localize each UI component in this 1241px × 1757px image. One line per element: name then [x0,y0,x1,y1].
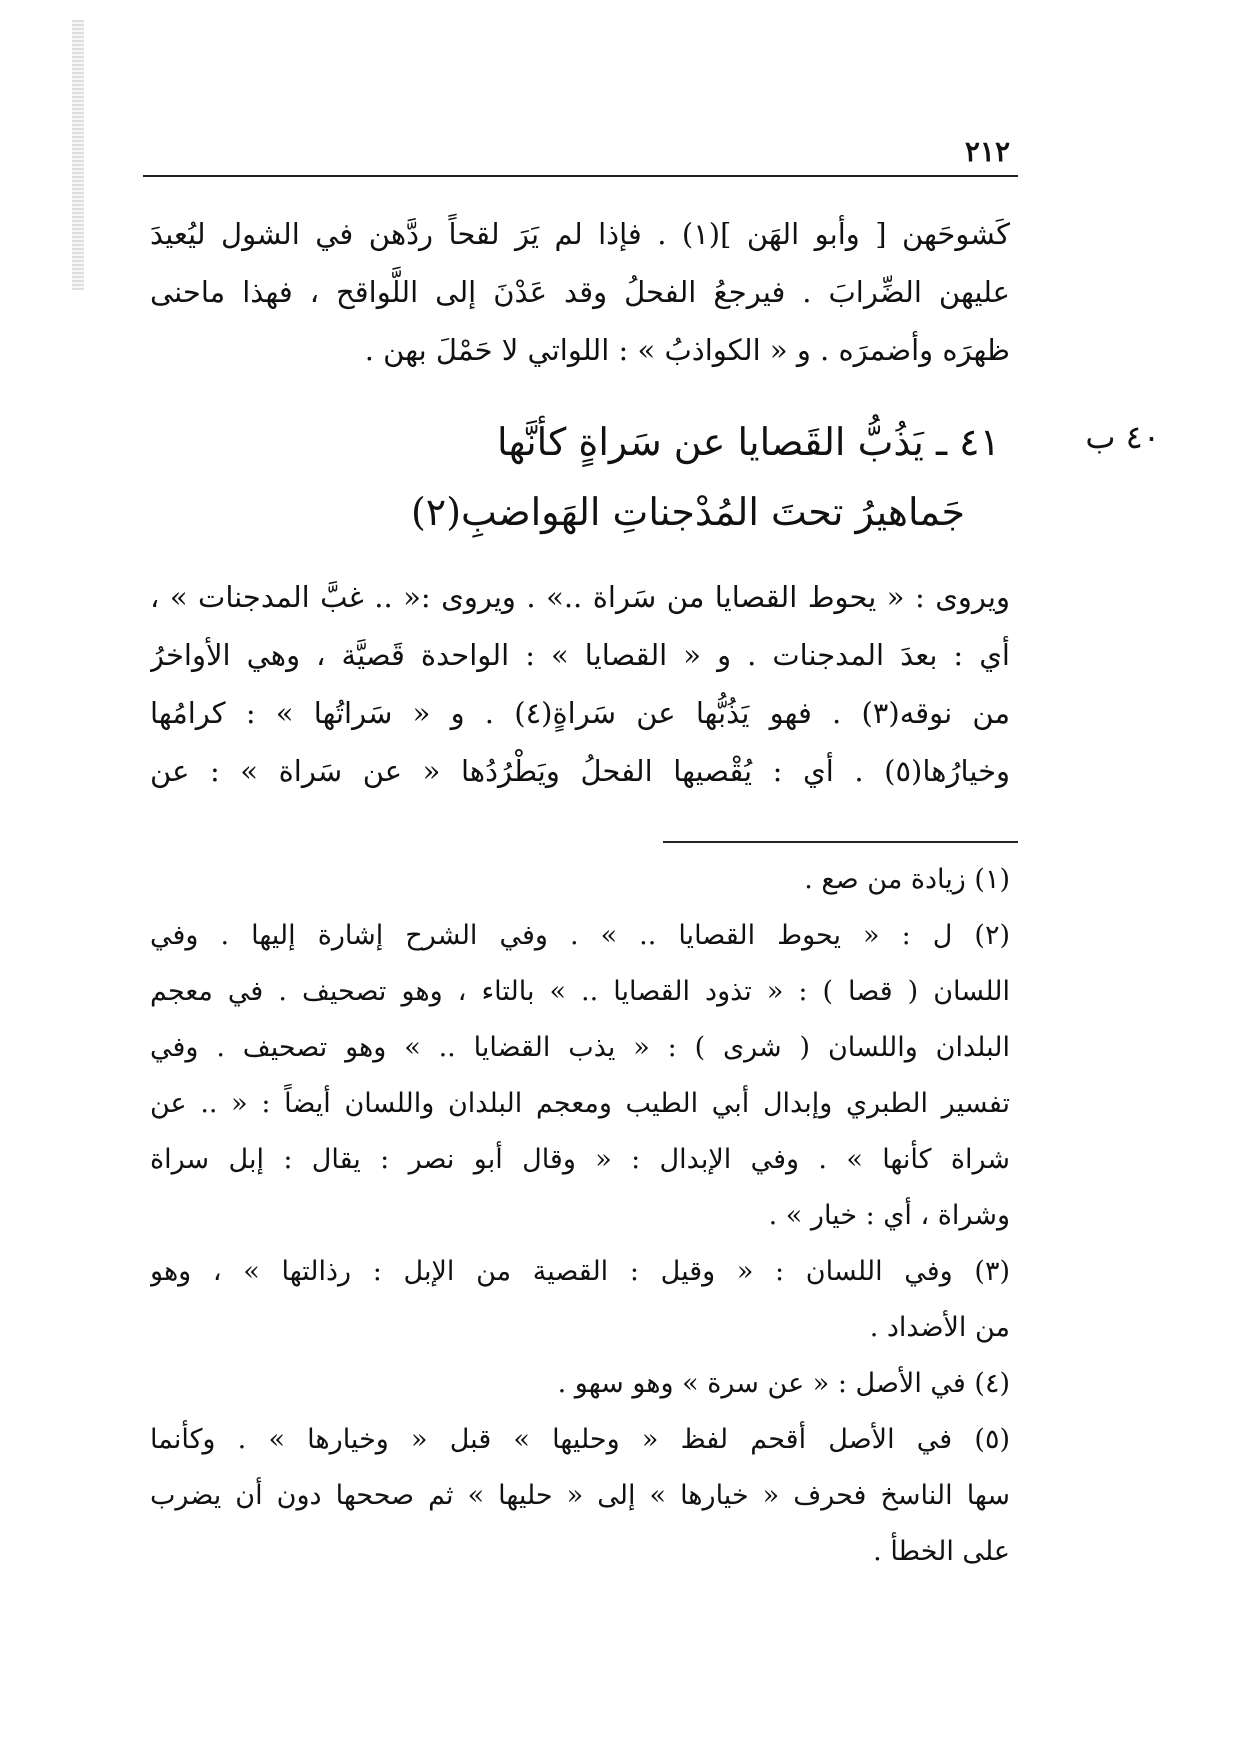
footnote-line: اللسان ( قصا ) : « تذود القصايا .. » بالتاء ، وهو تصحيف . في معجم [150,976,1010,1007]
footnote-line: شراة كأنها » . وفي الإبدال : « وقال أبو نصر : يقال : إبل سراة [150,1144,1010,1175]
text-line: ويروى : « يحوط القصايا من سَراة ..» . ويروى :« .. غبَّ المدجنات » ، [150,580,1010,614]
text-line: وخيارُها(٥) . أي : يُقْصيها الفحلُ ويَطْرُدُها « عن سَراة » : عن [150,754,1010,788]
footnote-line: (٣) وفي اللسان : « وقيل : القصية من الإبل : رذالتها » ، وهو [150,1256,1010,1287]
footnote-line: (٢) ل : « يحوط القصايا .. » . وفي الشرح إشارة إليها . وفي [150,920,1010,951]
text-line: كَشوحَهن [ وأبو الهَن ](١) . فإذا لم يَرَ لقحاً ردَّهن في الشول ليُعيدَ [150,217,1010,251]
footnote-line: البلدان واللسان ( شرى ) : « يذب القضايا .. » وهو تصحيف . وفي [150,1032,1010,1063]
text-line: ظهرَه وأضمرَه . و « الكواذبُ » : اللواتي لا حَمْلَ بهن . [364,333,1010,367]
text-line: من نوقه(٣) . فهو يَذُبُّها عن سَراةٍ(٤) . و « سَراتُها » : كرامُها [150,696,1010,730]
main-text-top [150,205,1010,379]
verse-line-2: جَماهيرُ تحتَ المُدْجناتِ الهَواضبِ(٢) [410,490,965,534]
footnote-line: (١) زيادة من صع . [804,864,1010,895]
main-text-commentary [150,568,1010,800]
footnote-line: على الخطأ . [873,1536,1010,1567]
text-line: عليهن الضِّرابَ . فيرجعُ الفحلُ وقد عَدْنَ إلى اللَّواقح ، فهذا ماحنى [150,275,1010,309]
footnote-line: وشراة ، أي : خيار » . [768,1200,1010,1231]
header-rule [143,175,1018,177]
scan-edge-strip [72,20,84,290]
footnote-line: (٥) في الأصل أقحم لفظ « وحليها » قبل « وخيارها » . وكأنما [150,1424,1010,1455]
text-line: أي : بعدَ المدجنات . و « القصايا » : الواحدة قَصيَّة ، وهي الأواخرُ [150,638,1010,672]
page-number: ٢١٢ [964,135,1010,168]
footnote-line: تفسير الطبري وإبدال أبي الطيب ومعجم البلدان واللسان أيضاً : « .. عن [150,1088,1010,1119]
footnote-rule [663,841,1018,843]
footnotes [150,852,1010,1580]
verse-line-1: ٤١ ـ يَذُبُّ القَصايا عن سَراةٍ كأنَّها [497,420,1000,464]
footnote-line: من الأضداد . [869,1312,1010,1343]
margin-folio-reference: ٤٠ ب [1085,418,1160,456]
footnote-line: (٤) في الأصل : « عن سرة » وهو سهو . [557,1368,1010,1399]
footnote-line: سها الناسخ فحرف « خيارها » إلى « حليها » ثم صححها دون أن يضرب [150,1480,1010,1511]
